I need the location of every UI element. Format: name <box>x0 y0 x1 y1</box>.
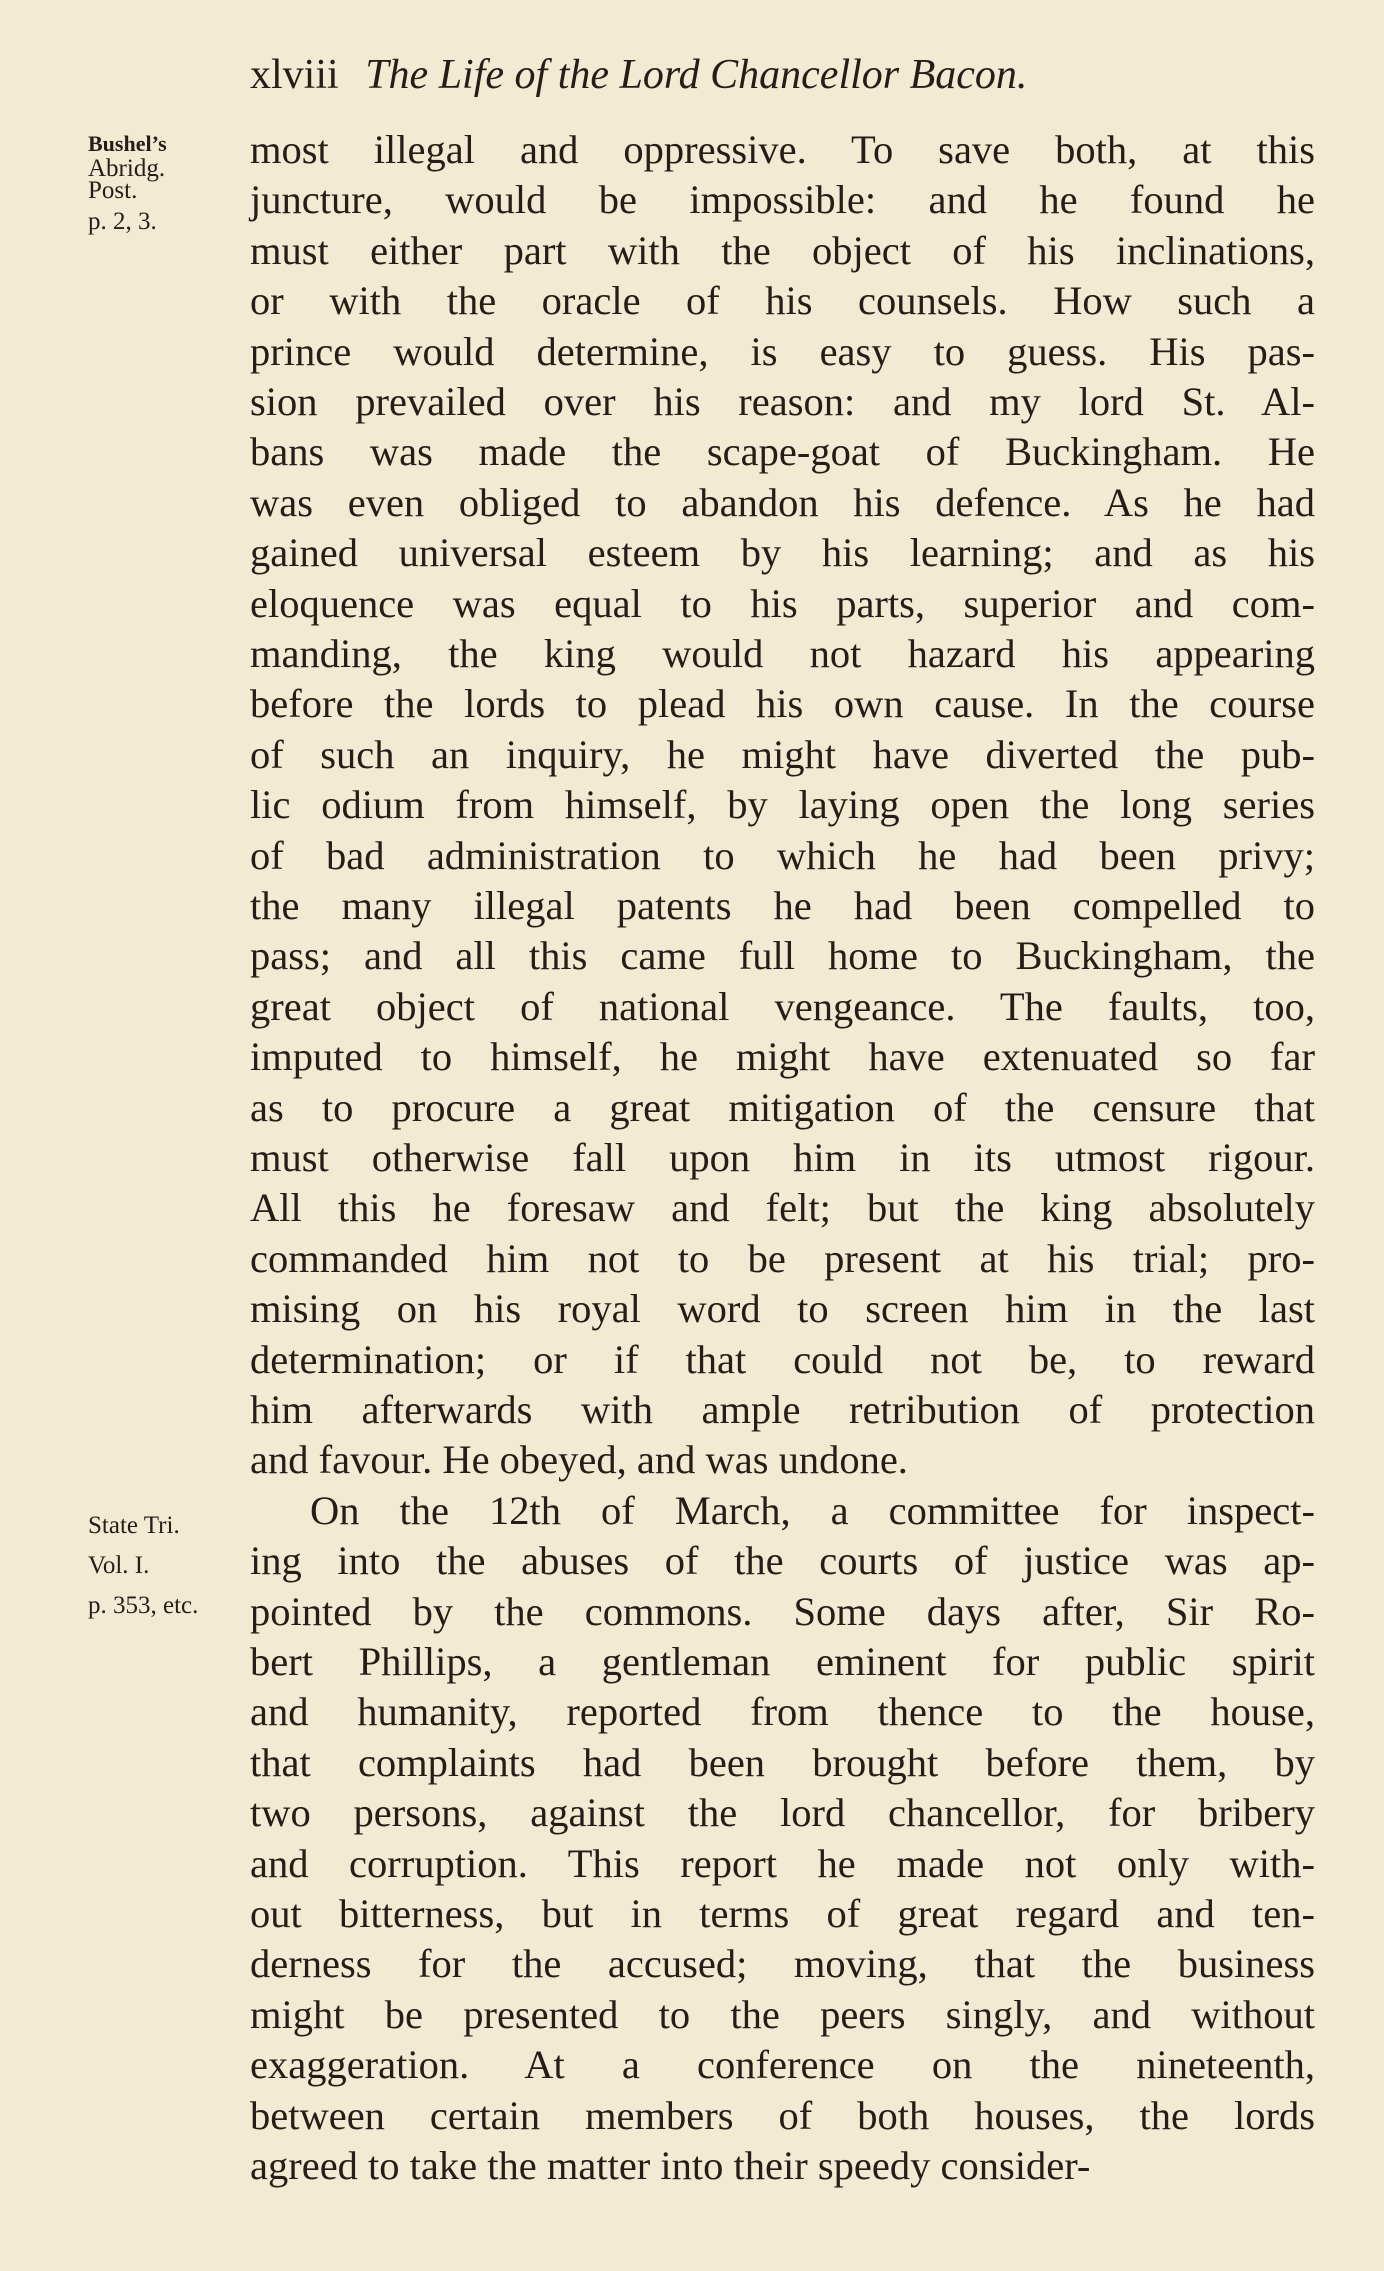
margin-note-state-trials <box>88 1512 258 1620</box>
text-line: and humanity, reported from thence to the house, <box>250 1689 1315 1735</box>
text-line: pass; and all this came full home to Buckingham, the <box>250 933 1315 979</box>
text-line: two persons, against the lord chancellor, for bribery <box>250 1790 1315 1836</box>
text-line: must otherwise fall upon him in its utmost rigour. <box>250 1135 1315 1180</box>
text-line: great object of national vengeance. The faults, too, <box>250 983 1315 1029</box>
text-line: lic odium from himself, by laying open the long series <box>250 782 1315 828</box>
margin-note-line: Post. <box>88 177 138 204</box>
text-line: of bad administration to which he had been privy; <box>250 832 1315 878</box>
margin-note-line: p. 353, etc. <box>88 1592 199 1619</box>
text-line: was even obliged to abandon his defence. As he had <box>250 479 1315 525</box>
running-header <box>250 50 1330 100</box>
text-line: juncture, would be impossible: and he found he <box>250 177 1315 223</box>
text-line: determination; or if that could not be, to reward <box>250 1336 1315 1382</box>
text-line: and favour. He obeyed, and was undone. <box>250 1437 908 1483</box>
text-line: pointed by the commons. Some days after, Sir Ro- <box>250 1588 1315 1634</box>
text-line: On the 12th of March, a committee for inspect- <box>310 1487 1315 1533</box>
text-line: ing into the abuses of the courts of justice was ap- <box>250 1538 1315 1584</box>
margin-note-line: Bushel’s <box>88 131 167 156</box>
text-line: of such an inquiry, he might have diverted the pub- <box>250 731 1315 777</box>
text-line: the many illegal patents he had been compelled to <box>250 883 1315 928</box>
text-line: gained universal esteem by his learning; and as his <box>250 530 1315 576</box>
text-line: might be presented to the peers singly, and without <box>250 1991 1315 2037</box>
text-line: must either part with the object of his inclinations, <box>250 227 1315 273</box>
text-line: most illegal and oppressive. To save both, at this <box>250 127 1315 172</box>
text-line: agreed to take the matter into their speedy consider- <box>250 2143 1091 2188</box>
margin-note-bushel <box>88 130 258 236</box>
margin-note-line: Vol. I. <box>88 1552 150 1579</box>
running-title: The Life of the Lord Chancellor Bacon. <box>365 52 1028 98</box>
text-line: All this he foresaw and felt; but the king absolutely <box>250 1185 1315 1231</box>
text-line: that complaints had been brought before them, by <box>250 1739 1315 1785</box>
text-line: or with the oracle of his counsels. How such a <box>250 278 1315 324</box>
text-line: bans was made the scape-goat of Buckingham. He <box>250 429 1315 475</box>
text-line: out bitterness, but in terms of great regard and ten- <box>250 1891 1315 1936</box>
text-line: eloquence was equal to his parts, superior and com- <box>250 580 1315 626</box>
text-line: prince would determine, is easy to guess. His pas- <box>250 328 1315 374</box>
margin-note-line: Abridg. <box>88 155 166 182</box>
text-line: sion prevailed over his reason: and my lord St. Al- <box>250 379 1315 424</box>
text-line: manding, the king would not hazard his appearing <box>250 631 1315 676</box>
text-line: between certain members of both houses, the lords <box>250 2092 1315 2138</box>
text-line: before the lords to plead his own cause. In the course <box>250 681 1315 727</box>
text-line: exaggeration. At a conference on the nineteenth, <box>250 2042 1315 2088</box>
text-line: commanded him not to be present at his trial; pro- <box>250 1235 1315 1281</box>
text-line: mising on his royal word to screen him in the last <box>250 1286 1315 1332</box>
text-line: derness for the accused; moving, that the business <box>250 1941 1315 1987</box>
page-number: xlviii <box>250 52 339 98</box>
text-line: him afterwards with ample retribution of protection <box>250 1387 1315 1432</box>
text-line: and corruption. This report he made not only with- <box>250 1840 1315 1886</box>
margin-note-line: p. 2, 3. <box>88 208 157 235</box>
text-line: as to procure a great mitigation of the censure that <box>250 1084 1315 1130</box>
text-line: imputed to himself, he might have extenuated so far <box>250 1034 1315 1080</box>
text-line: bert Phillips, a gentleman eminent for public spirit <box>250 1639 1315 1684</box>
margin-note-line: State Tri. <box>88 1512 180 1539</box>
